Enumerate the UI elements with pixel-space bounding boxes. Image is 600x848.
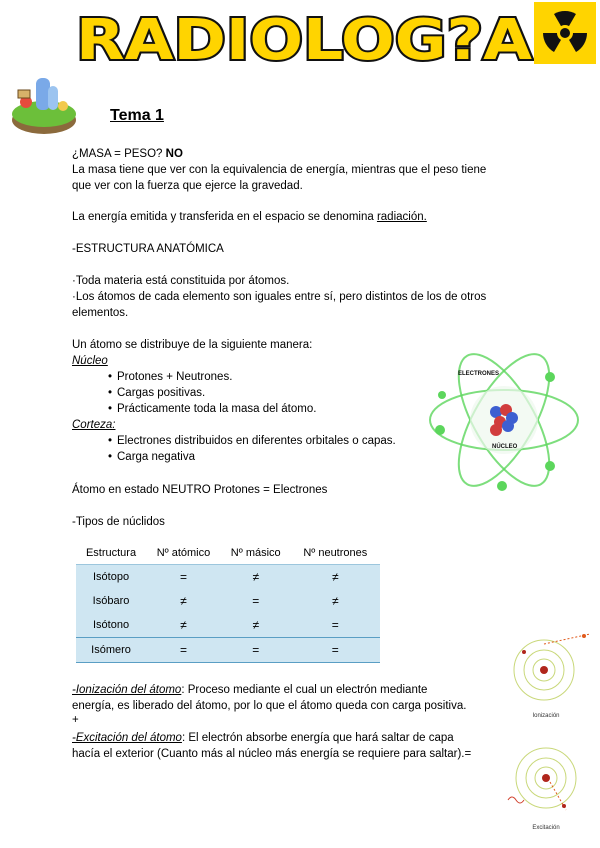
excitation-line-2: hacía el exterior (Cuanto más al núcleo más energía se requiere para saltar).= [72, 748, 472, 760]
nucleus-diagram-label: NÚCLEO [492, 444, 518, 450]
column-header: Nº másico [221, 542, 291, 565]
column-header: Estructura [76, 542, 146, 565]
intro-line-1: La masa tiene que ver con la equivalencia de energía, mientras que el peso tiene [72, 164, 487, 176]
table-row: Isóbaro ≠ = ≠ [76, 589, 380, 613]
table-row: Isómero = = = [76, 638, 380, 663]
nucleus-label: Núcleo [72, 355, 108, 367]
electrons-label: ELECTRONES [458, 371, 500, 377]
cortex-label: Corteza: [72, 419, 116, 431]
distribution-intro: Un átomo se distribuye de la siguiente manera: [72, 339, 313, 351]
principle-2: ·Los átomos de cada elemento son iguales entre sí, pero distintos de los de otros [72, 291, 487, 303]
ionization-block [72, 682, 502, 726]
neutral-atom-text: Átomo en estado NEUTRO Protones = Electrones [72, 484, 328, 496]
ionization-caption: Ionización [532, 713, 560, 719]
radiation-icon [534, 2, 596, 64]
island-illustration [8, 72, 78, 138]
principle-2-cont: elementos. [72, 307, 129, 319]
nuclide-table [76, 542, 380, 663]
intro-line-2: que ver con la fuerza que ejerce la gravedad. [72, 180, 303, 192]
table-row: Isótopo = ≠ ≠ [76, 565, 380, 590]
ionization-figure [500, 630, 592, 708]
table-header-row [76, 542, 380, 565]
list-item: • Prácticamente toda la masa del átomo. [117, 401, 422, 417]
ionization-line-2: energía, es liberado del átomo, por lo que el átomo queda con carga positiva. [72, 700, 467, 712]
principle-1: ·Toda materia está constituida por átomos. [72, 275, 290, 287]
atom-diagram [420, 340, 588, 500]
intro-block [72, 146, 486, 194]
excitation-block [72, 730, 512, 762]
list-item: • Protones + Neutrones. [117, 369, 422, 385]
atom-distribution [72, 337, 422, 465]
excitation-line-1: -Excitación del átomo: El electrón absorbe energía que hará saltar de capa [72, 732, 454, 744]
table-row: Isótono ≠ ≠ = [76, 613, 380, 638]
mass-weight-question: ¿MASA = PESO? NO [72, 148, 183, 160]
radiation-term: radiación. [376, 211, 427, 223]
list-item: • Cargas positivas. [117, 385, 422, 401]
radiation-definition: La energía emitida y transferida en el espacio se denomina radiación. [72, 211, 427, 223]
nuclide-types-heading: -Tipos de núclidos [72, 516, 165, 528]
ionization-label: -Ionización del átomo [72, 684, 182, 696]
column-header: Nº atómico [146, 542, 221, 565]
list-item: • Carga negativa [117, 449, 422, 465]
cortex-list [72, 433, 422, 465]
ionization-line-1: -Ionización del átomo: Proceso mediante el cual un electrón mediante [72, 684, 428, 696]
excitation-caption: Excitación [532, 825, 560, 831]
excitation-figure [500, 740, 592, 820]
atom-principles [72, 273, 486, 321]
list-item: • Electrones distribuidos en diferentes orbitales o capas. [117, 433, 422, 449]
excitation-label: -Excitación del átomo [72, 732, 182, 744]
ionization-diagram [500, 630, 592, 722]
title-text: RADIOLOG?A [76, 8, 533, 68]
ionization-plus: + [72, 714, 79, 726]
excitation-diagram [500, 740, 592, 832]
structure-heading: -ESTRUCTURA ANATÓMICA [72, 243, 224, 255]
nucleus-list [72, 369, 422, 417]
section-title: Tema 1 [110, 107, 164, 124]
page-header-title [70, 6, 540, 68]
answer-no: NO [165, 148, 183, 160]
column-header: Nº neutrones [291, 542, 380, 565]
